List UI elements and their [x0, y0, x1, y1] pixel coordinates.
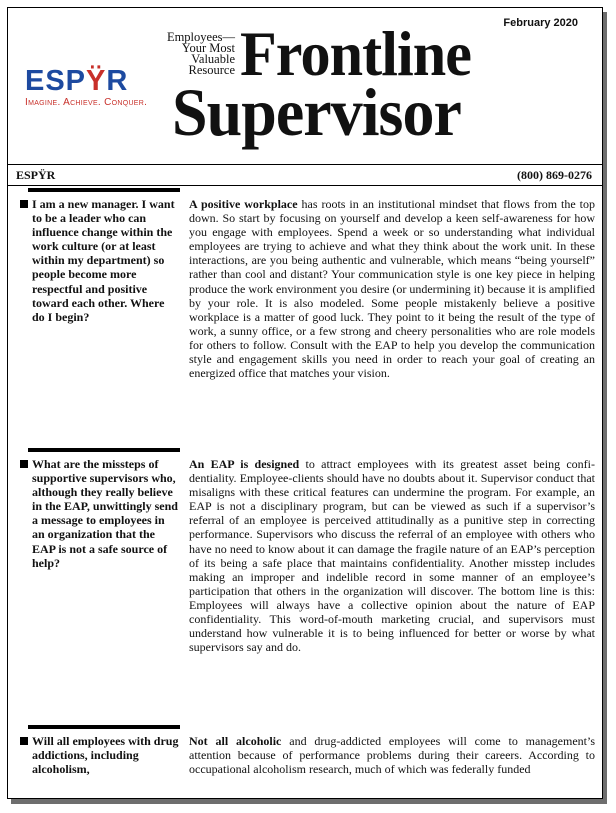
bullet-square-icon [20, 737, 28, 745]
answer-3 [189, 734, 595, 776]
question-rule [28, 188, 180, 192]
question-3 [20, 725, 180, 776]
bullet-square-icon [20, 460, 28, 468]
answer-body: to attract employees with its greatest asset being confi-dentiality. Employee-clients should have no doubts about it. Supervisor conduct that misaligns with these critical features can undermine the program. For example, an EAP is not a disciplinary program, but can be viewed as such if a supervisor’s referral of an employee is perceived attitudinally as a punitive step in correcting performance. Supervisors who discuss the referral of an employee with others who have no need to know about it can damage the fragile nature of an EAP’s perception of its being a safe place that maintains confidentiality. Another misstep includes making an improper and indelible record in some manner of an employee’s participation that others in the organization will discover. The bottom line is this: Employees will always have a collective opinion about the nature of EAP confidentiality. This word-of-mouth marketing crucial, and supervisors must understand how vulnerable it is to being influenced for better or worse by what supervisors say and do. [189, 457, 596, 655]
newsletter-page [7, 7, 603, 799]
bullet-square-icon [20, 200, 28, 208]
espyr-logo [25, 66, 165, 108]
answer-lead: Not all alcoholic [189, 734, 282, 748]
question-1 [20, 188, 180, 324]
question-text: What are the missteps of supportive supervisors who, although they really believe in the EAP, unwittingly send a message to employees in an organization that the EAP is not a safe source of help? [32, 457, 178, 570]
answer-body: has roots in an institutional mindset that flows from the top down. So start by focusing on yourself and develop a keen self-awareness for how you engage with employees. Spend a week or so understanding what individual employees are trying to achieve and what they think about the work unit. In these interactions, are you being authentic and vulnerable, which means “being yourself” rather than cool and distant? Your communication style is one key piece in helping produce the work environment you desire (or undermining it) because it is amplified by your role. It is also modeled. Some people mistakenly believe a positive workplace is a matter of good luck. They point to it being the result of the type of work, a sunny office, or a few strong and cheery personalities who are role models for others to follow. Consult with the EAP to help you develop the communication style and engagement skills you need in order to reach your goal of creating an energized office that matches your vision. [189, 197, 596, 381]
masthead-tagline: Employees— Your Most Valuable Resource [166, 30, 235, 77]
org-name: ESPŸR [16, 168, 56, 182]
contact-bar [8, 164, 602, 186]
logo-wordmark: ESPŸR [25, 65, 129, 97]
question-text: I am a new manager. I want to be a leader who can influence change within the work culture (or at least within my department) so people become more respectful and positive toward each other. Where do I begin? [32, 197, 175, 324]
answer-lead: A positive workplace [189, 197, 298, 211]
masthead-title-supervisor: Supervisor [172, 74, 461, 150]
masthead-title-frontline: Frontline [240, 18, 472, 89]
answer-body: and drug-addicted employees will come to management’s attention because of performance problems during their careers. According to occupational alcoholism research, much of which was federally funded [189, 734, 595, 777]
answer-lead: An EAP is designed [189, 457, 300, 471]
phone-number: (800) 869-0276 [517, 168, 592, 182]
answer-1 [189, 197, 595, 380]
logo-tagline: Imagine. Achieve. Conquer. [25, 97, 148, 108]
answer-2 [189, 457, 595, 654]
question-rule [28, 448, 180, 452]
question-2 [20, 448, 180, 570]
issue-date: February 2020 [503, 17, 578, 29]
question-text: Will all employees with drug addictions, including alcoholism, [32, 734, 179, 777]
question-rule [28, 725, 180, 729]
